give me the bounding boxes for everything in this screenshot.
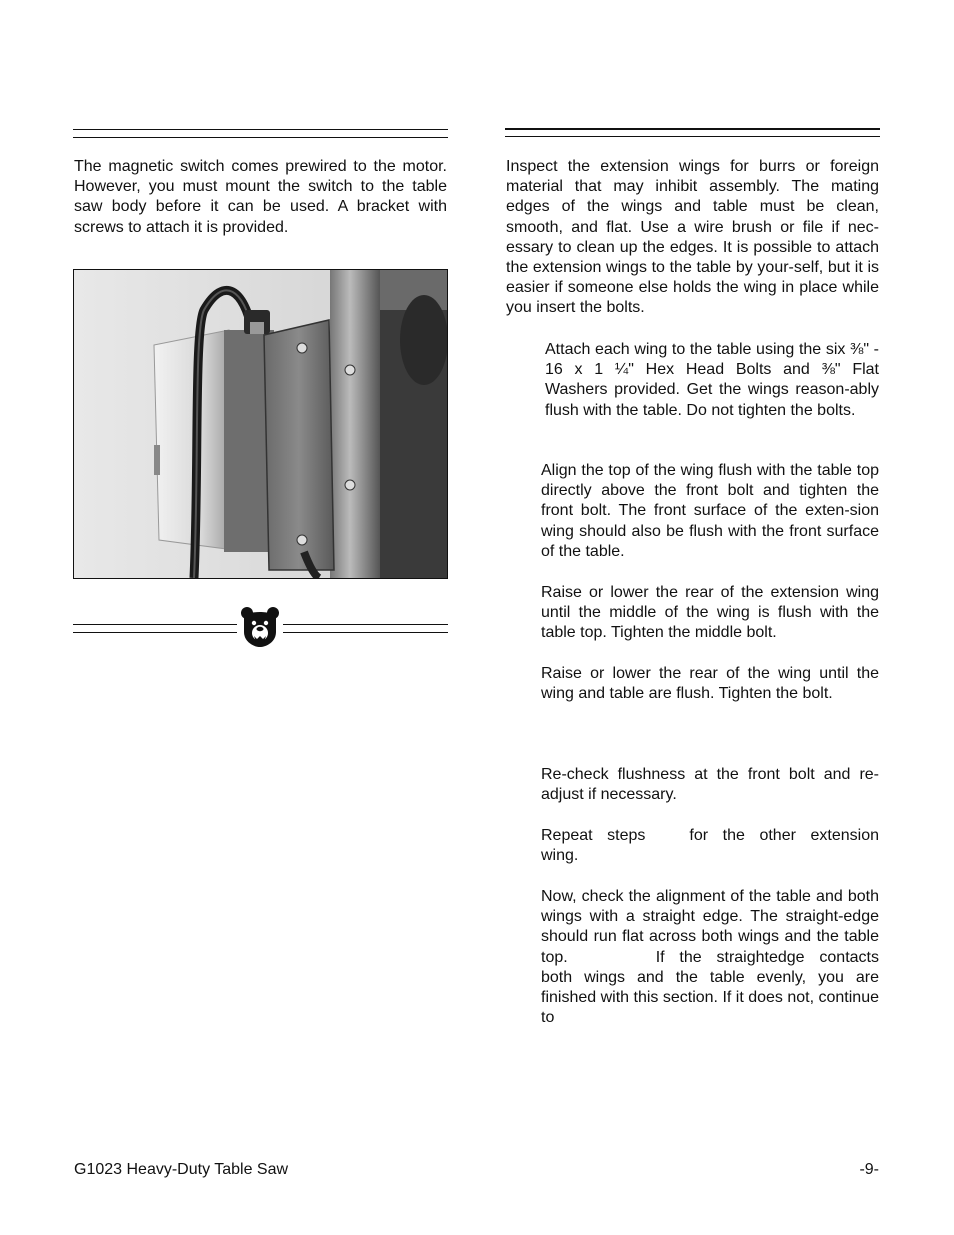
- step-6-text-a: Repeat steps: [541, 827, 646, 844]
- step-7-text-b: If the straightedge contacts both wings and the table evenly, you are finished with this section. If it does not, continue to: [541, 948, 879, 1027]
- left-divider-rule-right: [283, 624, 448, 633]
- step-7-text: [541, 887, 879, 1028]
- bear-logo-icon: [240, 606, 280, 648]
- wings-intro-paragraph: Inspect the extension wings for burrs or foreign material that may inhibit assembly. The mating edges of the wings and table must be clean, smooth, and flat. Use a wire brush or file if nec-essary to clean up the edges. It is possible to attach the extension wings to the table by your-self, but it is easier if someone else holds the wing in place while you insert the bolts.: [506, 158, 879, 317]
- footer-title: G1023 Heavy-Duty Table Saw: [74, 1161, 289, 1178]
- step-1-text: Attach each wing to the table using the six ⅜" - 16 x 1 ¼" Hex Head Bolts and ⅜" Flat Washers provided. Get the wings reason-ably flush with the table. Do not tighten the bolts.: [545, 341, 879, 419]
- step-6-text: [541, 826, 879, 866]
- magnetic-switch-illustration: [74, 270, 447, 578]
- magnetic-switch-photo: [73, 269, 448, 579]
- left-divider-rule-left: [73, 624, 237, 633]
- step-2-text: Align the top of the wing flush with the table top directly above the front bolt and tighten the front bolt. The front surface of the exten-sion wing should also be flush with the front surface of the table.: [541, 462, 879, 560]
- left-section-header-rule: [73, 129, 448, 138]
- switch-intro-paragraph: The magnetic switch comes prewired to the motor. However, you must mount the switch to the table saw body before it can be used. A bracket with screws to attach it is provided.: [74, 158, 447, 236]
- step-3-text: Raise or lower the rear of the extension wing until the middle of the wing is flush with the table top. Tighten the middle bolt.: [541, 584, 879, 642]
- step-4-text: Raise or lower the rear of the wing until the wing and table are flush. Tighten the bolt.: [541, 665, 879, 703]
- footer-page-number: -9-: [859, 1161, 879, 1178]
- step-6-text-b: for the other extension wing.: [541, 827, 879, 865]
- right-section-header-rule: [505, 128, 880, 137]
- step-7-text-a: Now, check the alignment of the table and both wings with a straight edge. The straight-edge should run flat across both wings and the table top.: [541, 888, 879, 966]
- step-5-text: Re-check flushness at the front bolt and re-adjust if necessary.: [541, 766, 879, 804]
